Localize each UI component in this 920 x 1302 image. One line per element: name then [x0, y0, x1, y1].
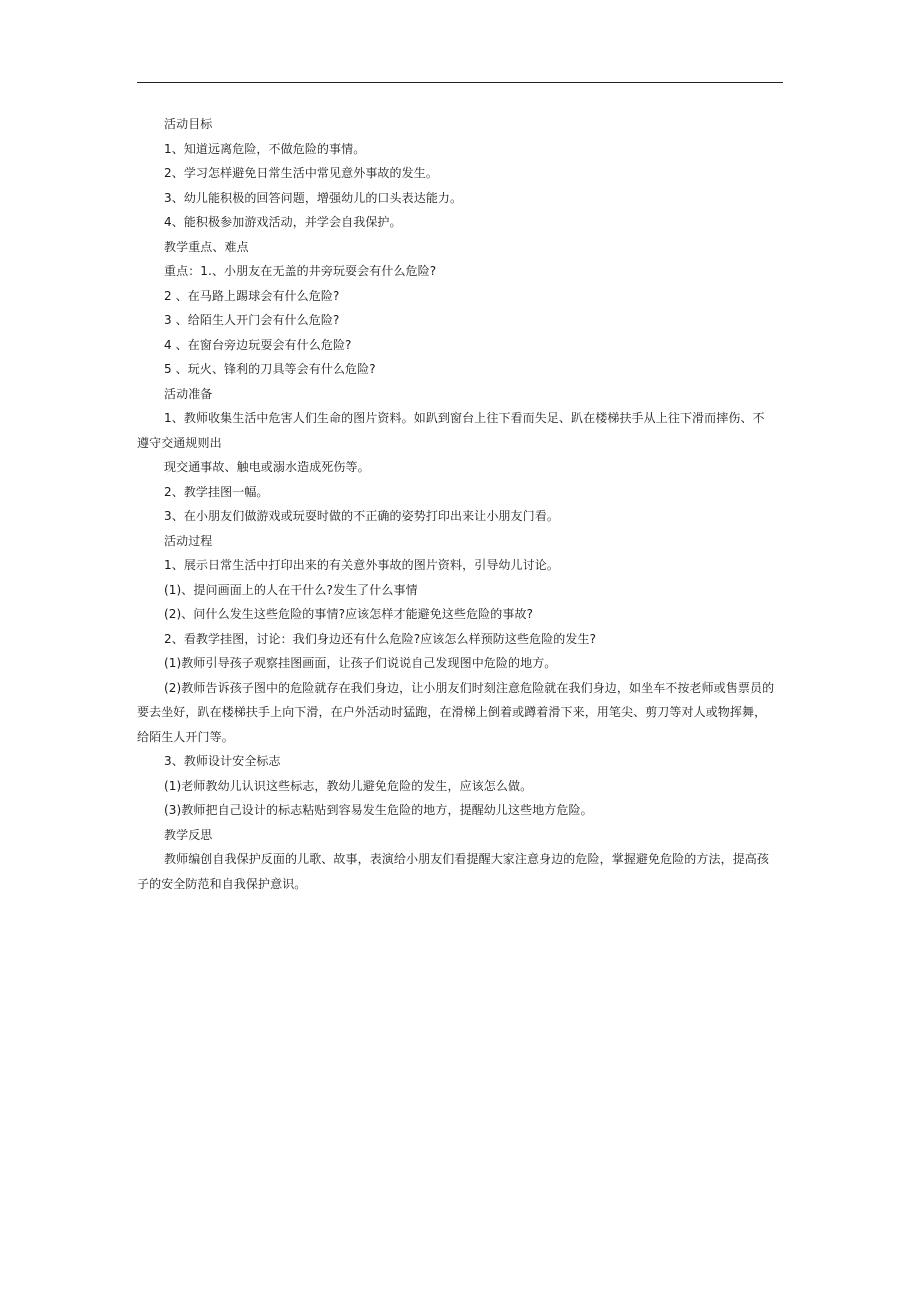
goal-item-4: 4、能积极参加游戏活动，并学会自我保护。 — [164, 215, 402, 229]
process-item-3-sub-1: (1)老师教幼儿认识这些标志，教幼儿避免危险的发生，应该怎么做。 — [164, 778, 533, 793]
heading-activity-goals: 活动目标 — [164, 117, 213, 131]
key-point-5: 5 、玩火、锋利的刀具等会有什么危险? — [164, 362, 376, 376]
process-sub-1: (1)、提问画面上的人在干什么?发生了什么事情 — [164, 582, 418, 597]
process-item-1: 1、展示日常生活中打印出来的有关意外事故的图片资料，引导幼儿讨论。 — [164, 558, 559, 572]
key-point-2: 2 、在马路上踢球会有什么危险? — [164, 288, 340, 303]
preparation-item-3: 3、在小朋友们做游戏或玩耍时做的不正确的姿势打印出来让小朋友门看。 — [164, 509, 559, 523]
reflection-text-cont: 子的安全防范和自我保护意识。 — [137, 876, 307, 891]
key-point-1: 重点：1.、小朋友在无盖的井旁玩耍会有什么危险? — [164, 264, 437, 278]
header-rule — [137, 82, 783, 83]
process-item-3-sub-3: (3)教师把自己设计的标志粘贴到容易发生危险的地方，提醒幼儿这些地方危险。 — [164, 803, 593, 817]
preparation-item-2: 2、教学挂图一幅。 — [164, 484, 269, 499]
process-item-2: 2、看教学挂图，讨论：我们身边还有什么危险?应该怎么样预防这些危险的发生? — [164, 631, 597, 646]
preparation-item-1-cont-a: 遵守交通规则出 — [137, 435, 222, 450]
process-item-3: 3、教师设计安全标志 — [164, 754, 281, 768]
goal-item-2: 2、学习怎样避免日常生活中常见意外事故的发生。 — [164, 166, 438, 180]
heading-process: 活动过程 — [164, 533, 213, 548]
heading-reflection: 教学反思 — [164, 827, 213, 842]
process-item-2-sub-2-cont-b: 给陌生人开门等。 — [137, 729, 234, 744]
heading-key-points: 教学重点、难点 — [164, 239, 249, 254]
preparation-item-1: 1、教师收集生活中危害人们生命的图片资料。如趴到窗台上往下看而失足、趴在楼梯扶手从上往下滑而摔伤、不 — [164, 411, 765, 425]
process-item-2-sub-1: (1)教师引导孩子观察挂图画面，让孩子们说说自己发现图中危险的地方。 — [164, 656, 557, 670]
key-point-4: 4 、在窗台旁边玩耍会有什么危险? — [164, 337, 352, 352]
goal-item-1: 1、知道远离危险，不做危险的事情。 — [164, 141, 366, 156]
process-item-2-sub-2-cont-a: 要去坐好，趴在楼梯扶手上向下滑，在户外活动时猛跑，在滑梯上倒着或蹲着滑下来，用笔尖、剪刀等对人或物挥舞， — [137, 705, 767, 719]
process-sub-2: (2)、问什么发生这些危险的事情?应该怎样才能避免这些危险的事故? — [164, 607, 534, 621]
preparation-item-1-cont-b: 现交通事故、触电或溺水造成死伤等。 — [164, 460, 370, 474]
goal-item-3: 3、幼儿能积极的回答问题，增强幼儿的口头表达能力。 — [164, 190, 463, 205]
document-body — [137, 112, 791, 896]
heading-preparation: 活动准备 — [164, 386, 213, 401]
reflection-text: 教师编创自我保护反面的儿歌、故事，表演给小朋友们看提醒大家注意身边的危险，掌握避免危险的方法，提高孩 — [164, 852, 770, 866]
key-point-3: 3 、给陌生人开门会有什么危险? — [164, 313, 340, 327]
process-item-2-sub-2: (2)教师告诉孩子图中的危险就存在我们身边，让小朋友们时刻注意危险就在我们身边，如坐车不按老师或售票员的 — [164, 680, 775, 695]
